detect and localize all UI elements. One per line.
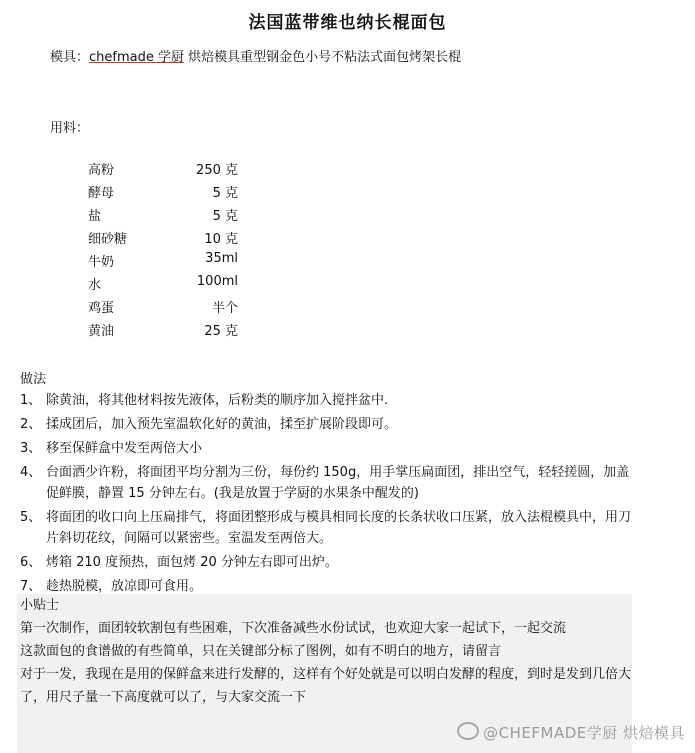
ingredient-name: 水 [88,278,102,293]
watermark-text: @CHEFMADE学厨 烘焙模具 [483,724,685,742]
mold-prefix: 模具： [50,50,90,65]
ingredient-name: 鸡蛋 [88,301,115,316]
step-text: 移至保鲜盒中发至两倍大小 [46,441,203,456]
mold-line [50,46,461,65]
ingredient-amount: 5 克 [212,186,238,201]
step-number: 7、 [20,579,42,594]
step-text: 台面洒少许粉，将面团平均分割为三份，每份约 150g，用手掌压扁面团，排出空气，轻轻搓圆，加盖促鲜膜，静置 15 分钟左右。(我是放置于学厨的水果条中醒发的) [46,465,630,501]
step-text: 除黄油，将其他材料按先液体，后粉类的顺序加入搅拌盆中. [46,393,389,408]
recipe-title: 法国蓝带维也纳长棍面包 [248,13,447,33]
method-step [20,507,640,549]
weibo-icon [457,722,479,740]
step-text: 将面团的收口向上压扁排气，将面团整形成与模具相同长度的长条状收口压紧，放入法棍模具中，用刀片斜切花纹，间隔可以紧密些。室温发至两倍大。 [46,510,632,546]
ingredient-name: 细砂糖 [88,232,128,247]
ingredient-row [88,182,258,205]
method-step [20,414,640,435]
mold-description: 烘焙模具重型钢金色小号不粘法式面包烤架长棍 [184,50,462,65]
ingredient-row [88,274,258,297]
method-step [20,552,640,573]
ingredient-name: 高粉 [88,163,115,178]
brand-link[interactable]: chefmade 学厨 [89,50,184,65]
ingredient-row [88,320,258,343]
step-text: 揉成团后，加入预先室温软化好的黄油，揉至扩展阶段即可。 [46,417,398,432]
ingredient-row [88,205,258,228]
ingredient-amount: 半个 [211,301,238,316]
ingredient-name: 盐 [88,209,102,224]
step-number: 4、 [20,465,42,480]
step-number: 2、 [20,417,42,432]
watermark [457,722,685,743]
tips-label: 小贴士 [20,598,60,613]
ingredient-name: 牛奶 [88,255,115,270]
step-text: 烤箱 210 度预热，面包烤 20 分钟左右即可出炉。 [46,555,338,570]
ingredient-row [88,297,258,320]
ingredient-row [88,228,258,251]
ingredient-name: 酵母 [88,186,115,201]
step-number: 1、 [20,393,42,408]
step-number: 3、 [20,441,42,456]
method-step [20,438,640,459]
method-step [20,462,640,504]
ingredient-name: 黄油 [88,324,115,339]
ingredient-amount: 250 克 [196,163,238,178]
ingredient-amount: 10 克 [204,232,238,247]
method-step [20,390,640,411]
method-label: 做法 [20,372,47,387]
step-number: 6、 [20,555,42,570]
ingredient-amount: 35ml [205,251,238,266]
tips-line: 这款面包的食谱做的有些简单，只在关键部分标了图例，如有不明白的地方，请留言 [20,644,502,659]
ingredient-row [88,159,258,182]
method-section [20,368,640,600]
ingredient-amount: 5 克 [212,209,238,224]
ingredient-row [88,251,258,274]
ingredients-list [88,159,258,343]
tips-line: 第一次制作，面团较软割包有些困难，下次准备减些水份试试，也欢迎大家一起试下，一起交流 [20,621,567,636]
tips-line: 对于一发，我现在是用的保鲜盒来进行发酵的，这样有个好处就是可以明白发酵的程度，到时是发到几倍大了，用尺子量一下高度就可以了，与大家交流一下 [20,667,632,705]
ingredients-label: 用料： [50,121,90,136]
step-number: 5、 [20,510,42,525]
ingredient-amount: 100ml [196,274,238,289]
step-text: 趁热脱模，放凉即可食用。 [46,579,203,594]
ingredient-amount: 25 克 [204,324,238,339]
